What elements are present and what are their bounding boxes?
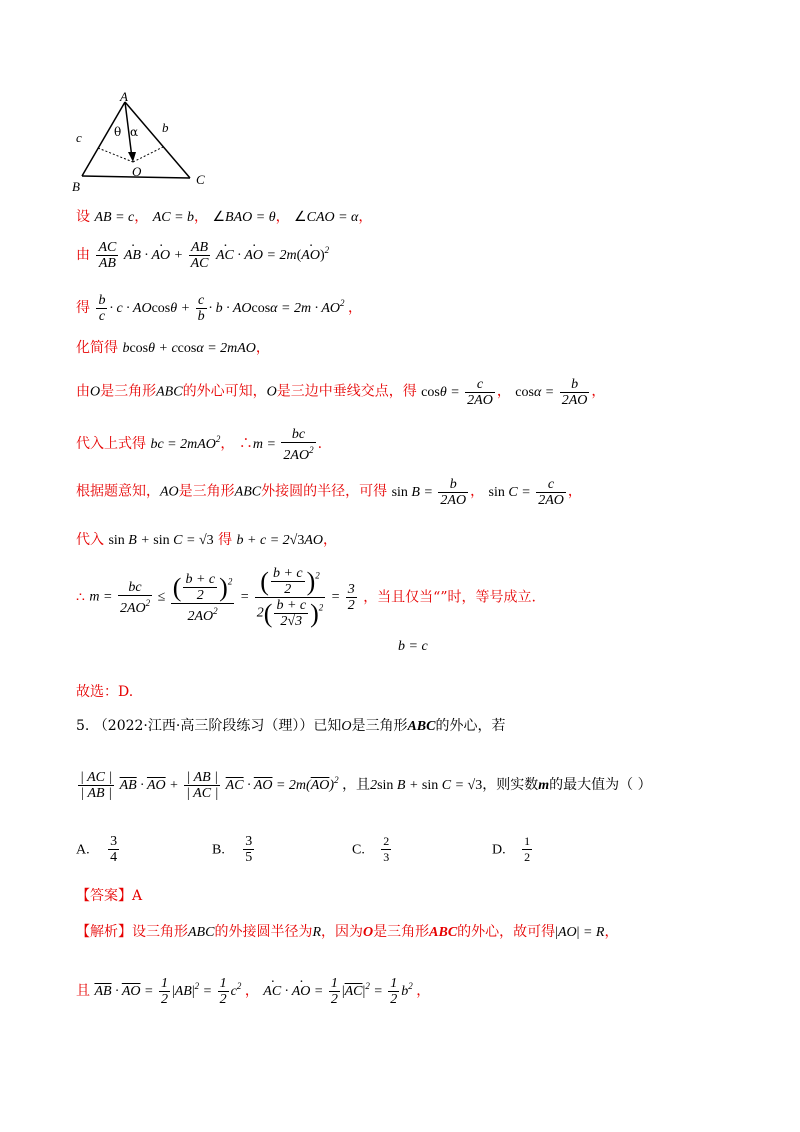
math: O bbox=[266, 384, 277, 400]
text: 代入上式得 bbox=[76, 436, 146, 453]
math: 2sin B + sin C = √3 bbox=[370, 778, 483, 793]
text: ， bbox=[470, 483, 485, 500]
math: b bbox=[187, 210, 195, 225]
text: ， bbox=[567, 483, 582, 500]
text: 5. （2022·江西·高三阶段练习（理））已知 bbox=[76, 718, 342, 734]
analysis-line-1 bbox=[76, 922, 618, 943]
math: ABC bbox=[407, 719, 436, 734]
text: 设 bbox=[76, 209, 90, 225]
text: ， bbox=[255, 340, 270, 356]
option-c[interactable] bbox=[352, 834, 393, 865]
label-O: O bbox=[132, 164, 142, 179]
solution-conclusion bbox=[76, 682, 133, 702]
math: b + c = 2√3AO bbox=[236, 533, 323, 548]
label-alpha: α bbox=[130, 125, 139, 139]
option-label: C. bbox=[352, 842, 365, 858]
question-stem bbox=[76, 716, 505, 737]
text: 【解析】 bbox=[76, 924, 132, 940]
text: 的外心可知， bbox=[182, 383, 267, 400]
math: m = $\frac{bc}{2AO^2}$ ≤ ( $\frac{b + c}{2}$ )$^2$ $2AO^2$ = ( $\frac{b + c}{2}$ )$^2$ 2( $\frac{b + c}{2√3}$ )$^2$ = $\frac{3}{2}$ bbox=[89, 566, 355, 629]
math: bcosθ + ccosα = 2mAO bbox=[122, 341, 256, 356]
math: sin B + sin C = √3 bbox=[108, 533, 214, 548]
text: . bbox=[317, 436, 323, 453]
math: R bbox=[312, 925, 322, 940]
text: 故选：D. bbox=[76, 684, 134, 700]
math: sin B = $\frac{b}{2AO}$ bbox=[391, 477, 467, 508]
math: ∠BAO = θ bbox=[212, 210, 276, 225]
math: ABC bbox=[429, 925, 458, 940]
math: m = $\frac{bc}{2AO^2}$ bbox=[252, 427, 314, 463]
text: 的最大值为（ ） bbox=[549, 777, 652, 793]
text: 代入 bbox=[76, 532, 104, 548]
solution-line-2 bbox=[76, 240, 329, 271]
text: ， bbox=[134, 209, 149, 225]
math: ABC bbox=[234, 484, 262, 500]
text: ，当且仅当“ bbox=[363, 589, 441, 606]
text: 且 bbox=[76, 983, 90, 999]
text: 是三角形 bbox=[373, 924, 430, 940]
solution-line-6 bbox=[76, 427, 322, 463]
label-A: A bbox=[120, 90, 128, 104]
option-label: A. bbox=[76, 842, 90, 858]
math: O bbox=[341, 719, 352, 734]
numerator: 3 bbox=[245, 834, 253, 849]
text: ， bbox=[604, 924, 619, 940]
denominator: 5 bbox=[245, 850, 253, 865]
text: 【答案】A bbox=[76, 888, 143, 904]
text: 得 bbox=[218, 532, 233, 548]
math: = bbox=[170, 210, 188, 225]
text: ∴ bbox=[76, 589, 85, 606]
option-label: B. bbox=[212, 842, 225, 858]
text: ， bbox=[496, 383, 511, 400]
text: ，因为 bbox=[321, 924, 364, 940]
solution-line-3 bbox=[76, 293, 362, 324]
text: ， bbox=[194, 209, 209, 225]
math: sin C = $\frac{c}{2AO}$ bbox=[488, 477, 564, 508]
side-ab bbox=[82, 102, 125, 176]
dashed-perp-ac bbox=[133, 146, 165, 162]
text: ， bbox=[591, 383, 606, 400]
numerator: 2 bbox=[383, 834, 390, 848]
math: ABC bbox=[156, 384, 183, 400]
text: ∴ bbox=[238, 436, 253, 453]
text: 得 bbox=[76, 300, 90, 316]
math: |AO| = R bbox=[555, 925, 605, 940]
denominator: 3 bbox=[383, 850, 390, 864]
text: ， bbox=[275, 209, 290, 225]
solution-line-8 bbox=[76, 530, 337, 551]
numerator: 3 bbox=[110, 834, 118, 849]
option-d[interactable] bbox=[492, 834, 534, 865]
math: AO bbox=[160, 484, 179, 500]
math: $\frac{b}{c}$ · c · AOcosθ + $\frac{c}{b}$ · $b \cdot AOcos\alpha = 2m \cdot AO^2$ bbox=[98, 293, 345, 325]
solution-line-4 bbox=[76, 338, 270, 359]
text: ”时，等号成立. bbox=[440, 589, 536, 606]
math: AB bbox=[94, 210, 112, 225]
solution-line-9 bbox=[76, 566, 536, 629]
math: $\overline{AB} \cdot \overline{AO}$ = $\frac{1}{2}$ $|AB|^2$ = $\frac{1}{2}$ $c^2$ bbox=[94, 976, 242, 1008]
analysis-line-2 bbox=[76, 976, 430, 1007]
text: ， bbox=[220, 436, 235, 453]
option-value bbox=[522, 834, 532, 865]
option-value bbox=[243, 834, 254, 865]
solution-line-7 bbox=[76, 477, 582, 508]
text: 的外心，故可得 bbox=[457, 924, 556, 940]
option-label: D. bbox=[492, 842, 506, 858]
text: 化简得 bbox=[76, 340, 118, 356]
math: cosθ = $\frac{c}{2AO}$ bbox=[421, 377, 493, 408]
dashed-perp-ab bbox=[98, 148, 133, 162]
option-value bbox=[381, 834, 391, 865]
text: ， bbox=[416, 983, 431, 999]
math: $\frac{| AC |}{| AB |}$ $\overline{AB} \cdot \overline{AO}$ + $\frac{| AB |}{| AC |}$ $\overline{AC} \cdot \overline{AO} = 2m(\overline{AO})^2$ bbox=[80, 770, 339, 802]
solution-line-5 bbox=[76, 377, 605, 408]
math: c bbox=[128, 210, 135, 225]
text: 的外心，若 bbox=[435, 718, 506, 734]
option-b[interactable] bbox=[212, 834, 256, 865]
text: 的外接圆半径为 bbox=[214, 924, 313, 940]
text: 是三角形 bbox=[100, 383, 157, 400]
option-a[interactable] bbox=[76, 834, 121, 865]
label-C: C bbox=[196, 172, 205, 187]
math: · AC · · AO = $\frac{1}{2}$ $|\overline{AC}|^2$ = $\frac{1}{2}$ $b^2$ bbox=[263, 984, 416, 999]
text: ，且 bbox=[342, 777, 371, 793]
math: O bbox=[363, 925, 374, 940]
numerator: 1 bbox=[524, 834, 531, 848]
math: bc = 2mAO$^2$ bbox=[150, 434, 221, 453]
solution-line-1 bbox=[76, 207, 372, 228]
text: ， bbox=[323, 532, 337, 548]
math: = bbox=[111, 210, 129, 225]
math: m bbox=[538, 778, 550, 793]
text: 根据题意知， bbox=[76, 483, 160, 500]
text: 由 bbox=[76, 383, 90, 400]
text: 是三边中垂线交点，得 bbox=[276, 383, 417, 400]
denominator: 2 bbox=[524, 850, 531, 864]
text: ， bbox=[348, 300, 362, 316]
label-b: b bbox=[162, 120, 169, 135]
text: ， bbox=[244, 983, 259, 999]
math: $\frac{AC}{AB}$ · AB · · AO + $\frac{AB}{AC}$ · AC · · AO = 2m(· AO)$^2$ bbox=[94, 248, 329, 263]
text: 由 bbox=[76, 247, 90, 263]
text: ，则实数 bbox=[482, 777, 539, 793]
answer-label bbox=[76, 886, 142, 906]
text: 是三角形 bbox=[351, 718, 408, 734]
math: b = c bbox=[398, 639, 428, 654]
math: O bbox=[90, 384, 101, 400]
option-value bbox=[108, 834, 119, 865]
triangle-figure bbox=[70, 90, 220, 195]
label-B: B bbox=[72, 179, 80, 194]
math: cosα = $\frac{b}{2AO}$ bbox=[515, 377, 588, 408]
equality-condition bbox=[398, 636, 428, 657]
label-theta: θ bbox=[114, 125, 122, 139]
text: ， bbox=[358, 209, 373, 225]
text: 是三角形 bbox=[178, 483, 235, 500]
math: AC bbox=[152, 210, 171, 225]
math: ABC bbox=[188, 925, 215, 940]
label-c: c bbox=[76, 130, 82, 145]
question-condition bbox=[76, 770, 652, 801]
denominator: 4 bbox=[110, 850, 118, 865]
text: 外接圆的半径，可得 bbox=[261, 483, 388, 500]
text: 设三角形 bbox=[132, 924, 188, 940]
math: ∠CAO = α bbox=[294, 210, 359, 225]
